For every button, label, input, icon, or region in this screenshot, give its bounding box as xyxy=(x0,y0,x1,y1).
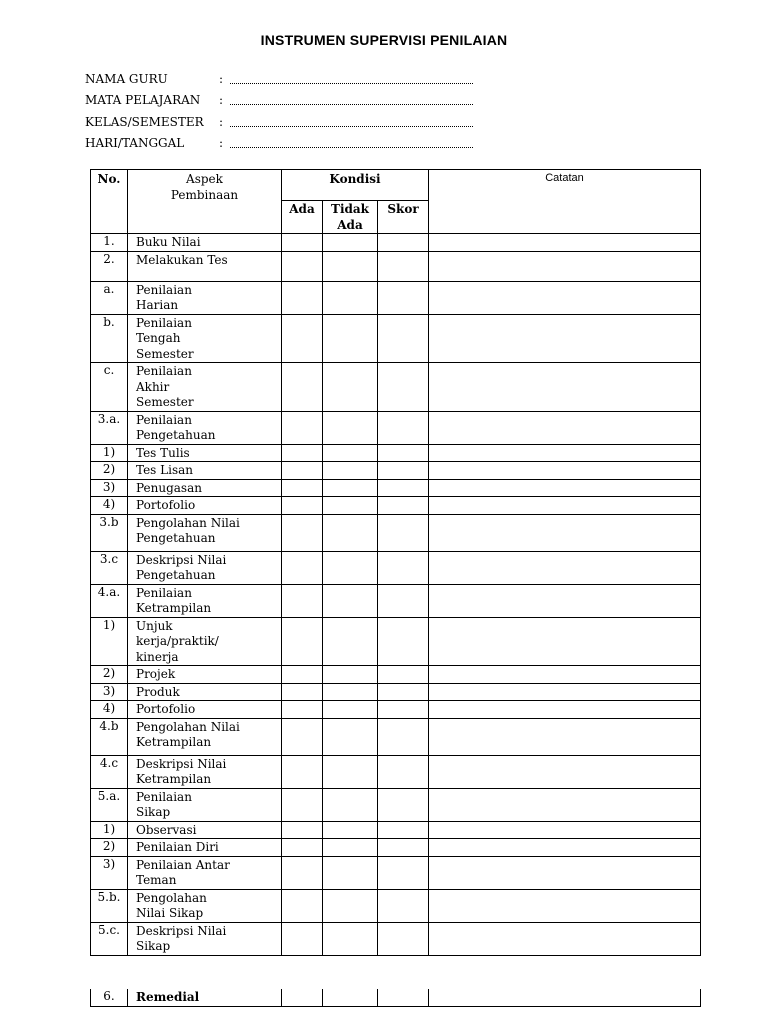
row-number: 3.c xyxy=(91,551,128,584)
cell-ada[interactable] xyxy=(282,497,323,515)
row-aspek: Tes Lisan xyxy=(128,462,282,480)
row-number: 2) xyxy=(91,839,128,857)
cell-skor[interactable] xyxy=(378,584,429,617)
cell-catatan[interactable] xyxy=(429,314,701,363)
table-row xyxy=(91,683,701,701)
cell-ada[interactable] xyxy=(282,989,323,1006)
cell-tidak-ada[interactable] xyxy=(323,444,378,462)
supervision-table-continued xyxy=(90,989,701,1007)
cell-tidak-ada[interactable] xyxy=(323,617,378,666)
table-row xyxy=(91,514,701,551)
cell-catatan[interactable] xyxy=(429,551,701,584)
cell-tidak-ada[interactable] xyxy=(323,701,378,719)
cell-skor[interactable] xyxy=(378,839,429,857)
row-aspek: Pengolahan Nilai Pengetahuan xyxy=(128,514,282,551)
table-row xyxy=(91,363,701,412)
table-row xyxy=(91,314,701,363)
cell-skor[interactable] xyxy=(378,281,429,314)
cell-ada[interactable] xyxy=(282,479,323,497)
row-aspek: Unjuk kerja/praktik/ kinerja xyxy=(128,617,282,666)
row-aspek: Penilaian Pengetahuan xyxy=(128,411,282,444)
cell-catatan[interactable] xyxy=(429,701,701,719)
cell-tidak-ada[interactable] xyxy=(323,666,378,684)
row-number: 3.b xyxy=(91,514,128,551)
cell-skor[interactable] xyxy=(378,514,429,551)
cell-catatan[interactable] xyxy=(429,683,701,701)
cell-catatan[interactable] xyxy=(429,821,701,839)
cell-ada[interactable] xyxy=(282,666,323,684)
row-number: 4) xyxy=(91,497,128,515)
cell-ada[interactable] xyxy=(282,839,323,857)
cell-ada[interactable] xyxy=(282,821,323,839)
cell-ada[interactable] xyxy=(282,856,323,889)
row-aspek: Portofolio xyxy=(128,701,282,719)
cell-catatan[interactable] xyxy=(429,922,701,955)
row-number: 4.c xyxy=(91,755,128,788)
cell-skor[interactable] xyxy=(378,718,429,755)
row-number: c. xyxy=(91,363,128,412)
cell-tidak-ada[interactable] xyxy=(323,479,378,497)
info-label: KELAS/SEMESTER xyxy=(85,114,204,129)
cell-skor[interactable] xyxy=(378,363,429,412)
info-label: NAMA GURU xyxy=(85,72,168,86)
row-aspek: Melakukan Tes xyxy=(128,251,282,281)
row-aspek: Penilaian Harian xyxy=(128,281,282,314)
info-colon: : xyxy=(219,72,224,86)
cell-ada[interactable] xyxy=(282,234,323,252)
table-row xyxy=(91,821,701,839)
cell-ada[interactable] xyxy=(282,788,323,821)
supervision-table xyxy=(90,169,701,956)
row-aspek: Pengolahan Nilai Ketrampilan xyxy=(128,718,282,755)
table-row xyxy=(91,497,701,515)
cell-ada[interactable] xyxy=(282,314,323,363)
row-number: 5.a. xyxy=(91,788,128,821)
cell-catatan[interactable] xyxy=(429,666,701,684)
cell-skor[interactable] xyxy=(378,856,429,889)
cell-skor[interactable] xyxy=(378,234,429,252)
table-row xyxy=(91,666,701,684)
cell-catatan[interactable] xyxy=(429,514,701,551)
cell-catatan[interactable] xyxy=(429,755,701,788)
row-aspek: Penilaian Akhir Semester xyxy=(128,363,282,412)
cell-tidak-ada[interactable] xyxy=(323,683,378,701)
row-number: 1) xyxy=(91,444,128,462)
cell-ada[interactable] xyxy=(282,444,323,462)
row-aspek: Pengolahan Nilai Sikap xyxy=(128,889,282,922)
cell-catatan[interactable] xyxy=(429,788,701,821)
cell-ada[interactable] xyxy=(282,755,323,788)
cell-tidak-ada[interactable] xyxy=(323,889,378,922)
row-aspek: Tes Tulis xyxy=(128,444,282,462)
table-row xyxy=(91,617,701,666)
cell-tidak-ada[interactable] xyxy=(323,821,378,839)
cell-skor[interactable] xyxy=(378,497,429,515)
cell-tidak-ada[interactable] xyxy=(323,514,378,551)
cell-tidak-ada[interactable] xyxy=(323,551,378,584)
header-row xyxy=(91,170,701,201)
info-label: MATA PELAJARAN xyxy=(85,93,201,108)
cell-skor[interactable] xyxy=(378,701,429,719)
cell-ada[interactable] xyxy=(282,889,323,922)
row-aspek: Produk xyxy=(128,683,282,701)
header-tidak-ada: Tidak Ada xyxy=(323,201,378,234)
table-row xyxy=(91,989,701,1006)
cell-tidak-ada[interactable] xyxy=(323,718,378,755)
cell-tidak-ada[interactable] xyxy=(323,281,378,314)
cell-tidak-ada[interactable] xyxy=(323,839,378,857)
row-aspek: Deskripsi Nilai Pengetahuan xyxy=(128,551,282,584)
row-aspek: Remedial xyxy=(128,989,282,1006)
row-number: 3) xyxy=(91,479,128,497)
cell-catatan[interactable] xyxy=(429,889,701,922)
table-row xyxy=(91,839,701,857)
table-row xyxy=(91,856,701,889)
table-row xyxy=(91,718,701,755)
row-number: 5.c. xyxy=(91,922,128,955)
table-row xyxy=(91,701,701,719)
table-row xyxy=(91,234,701,252)
row-number: a. xyxy=(91,281,128,314)
fill-in-dotted-line xyxy=(230,83,473,84)
cell-tidak-ada[interactable] xyxy=(323,462,378,480)
row-number: 2) xyxy=(91,462,128,480)
row-aspek: Projek xyxy=(128,666,282,684)
table-row xyxy=(91,411,701,444)
row-aspek: Penilaian Diri xyxy=(128,839,282,857)
table-row xyxy=(91,551,701,584)
cell-ada[interactable] xyxy=(282,281,323,314)
cell-ada[interactable] xyxy=(282,617,323,666)
cell-tidak-ada[interactable] xyxy=(323,314,378,363)
cell-tidak-ada[interactable] xyxy=(323,584,378,617)
row-number: 5.b. xyxy=(91,889,128,922)
row-number: 1. xyxy=(91,234,128,252)
cell-catatan[interactable] xyxy=(429,718,701,755)
header-no: No. xyxy=(91,170,128,234)
cell-catatan[interactable] xyxy=(429,281,701,314)
header-ada: Ada xyxy=(282,201,323,234)
row-aspek: Buku Nilai xyxy=(128,234,282,252)
cell-ada[interactable] xyxy=(282,922,323,955)
cell-tidak-ada[interactable] xyxy=(323,251,378,281)
cell-catatan[interactable] xyxy=(429,617,701,666)
row-aspek: Deskripsi Nilai Ketrampilan xyxy=(128,755,282,788)
header-aspek-pembinaan: Aspek Pembinaan xyxy=(128,170,282,234)
cell-skor[interactable] xyxy=(378,251,429,281)
cell-skor[interactable] xyxy=(378,617,429,666)
cell-skor[interactable] xyxy=(378,666,429,684)
cell-tidak-ada[interactable] xyxy=(323,922,378,955)
cell-skor[interactable] xyxy=(378,922,429,955)
cell-tidak-ada[interactable] xyxy=(323,411,378,444)
info-colon: : xyxy=(219,93,224,108)
cell-skor[interactable] xyxy=(378,411,429,444)
table-row xyxy=(91,251,701,281)
cell-tidak-ada[interactable] xyxy=(323,989,378,1006)
cell-skor[interactable] xyxy=(378,755,429,788)
info-colon: : xyxy=(219,135,224,150)
row-number: 3) xyxy=(91,683,128,701)
table-row xyxy=(91,755,701,788)
cell-ada[interactable] xyxy=(282,363,323,412)
cell-catatan[interactable] xyxy=(429,497,701,515)
cell-catatan[interactable] xyxy=(429,856,701,889)
row-number: 6. xyxy=(91,989,128,1006)
cell-ada[interactable] xyxy=(282,411,323,444)
row-aspek: Penilaian Sikap xyxy=(128,788,282,821)
cell-catatan[interactable] xyxy=(429,363,701,412)
header-catatan: Catatan xyxy=(429,170,701,234)
fill-in-dotted-line xyxy=(230,104,473,105)
row-number: 4.a. xyxy=(91,584,128,617)
cell-tidak-ada[interactable] xyxy=(323,363,378,412)
row-number: 1) xyxy=(91,821,128,839)
row-number: 1) xyxy=(91,617,128,666)
cell-ada[interactable] xyxy=(282,683,323,701)
fill-in-dotted-line xyxy=(230,126,473,127)
cell-ada[interactable] xyxy=(282,551,323,584)
info-colon: : xyxy=(219,114,224,129)
header-kondisi: Kondisi xyxy=(282,170,429,201)
table-row xyxy=(91,479,701,497)
cell-catatan[interactable] xyxy=(429,479,701,497)
row-number: 2. xyxy=(91,251,128,281)
row-number: 4.b xyxy=(91,718,128,755)
table-row xyxy=(91,462,701,480)
cell-catatan[interactable] xyxy=(429,444,701,462)
cell-skor[interactable] xyxy=(378,788,429,821)
cell-ada[interactable] xyxy=(282,514,323,551)
cell-catatan[interactable] xyxy=(429,989,701,1006)
document-title: INSTRUMEN SUPERVISI PENILAIAN xyxy=(260,32,508,48)
cell-tidak-ada[interactable] xyxy=(323,755,378,788)
cell-ada[interactable] xyxy=(282,701,323,719)
table-row xyxy=(91,788,701,821)
cell-catatan[interactable] xyxy=(429,411,701,444)
cell-tidak-ada[interactable] xyxy=(323,234,378,252)
cell-skor[interactable] xyxy=(378,551,429,584)
cell-tidak-ada[interactable] xyxy=(323,788,378,821)
cell-tidak-ada[interactable] xyxy=(323,497,378,515)
cell-catatan[interactable] xyxy=(429,584,701,617)
cell-skor[interactable] xyxy=(378,444,429,462)
cell-tidak-ada[interactable] xyxy=(323,856,378,889)
row-aspek: Penilaian Antar Teman xyxy=(128,856,282,889)
cell-ada[interactable] xyxy=(282,251,323,281)
table-row xyxy=(91,889,701,922)
row-aspek: Deskripsi Nilai Sikap xyxy=(128,922,282,955)
cell-ada[interactable] xyxy=(282,718,323,755)
row-number: 3) xyxy=(91,856,128,889)
row-aspek: Penugasan xyxy=(128,479,282,497)
row-aspek: Portofolio xyxy=(128,497,282,515)
row-number: 3.a. xyxy=(91,411,128,444)
fill-in-dotted-line xyxy=(230,147,473,148)
row-aspek: Penilaian Tengah Semester xyxy=(128,314,282,363)
table-row xyxy=(91,922,701,955)
row-aspek: Observasi xyxy=(128,821,282,839)
table-row xyxy=(91,584,701,617)
info-label: HARI/TANGGAL xyxy=(85,135,185,150)
cell-catatan[interactable] xyxy=(429,251,701,281)
cell-ada[interactable] xyxy=(282,584,323,617)
cell-skor[interactable] xyxy=(378,462,429,480)
cell-skor[interactable] xyxy=(378,989,429,1006)
cell-catatan[interactable] xyxy=(429,839,701,857)
cell-skor[interactable] xyxy=(378,889,429,922)
cell-skor[interactable] xyxy=(378,821,429,839)
table-row xyxy=(91,444,701,462)
row-number: 2) xyxy=(91,666,128,684)
cell-skor[interactable] xyxy=(378,683,429,701)
cell-ada[interactable] xyxy=(282,462,323,480)
cell-skor[interactable] xyxy=(378,314,429,363)
row-number: 4) xyxy=(91,701,128,719)
header-skor: Skor xyxy=(378,201,429,234)
row-aspek: Penilaian Ketrampilan xyxy=(128,584,282,617)
row-number: b. xyxy=(91,314,128,363)
cell-catatan[interactable] xyxy=(429,234,701,252)
cell-catatan[interactable] xyxy=(429,462,701,480)
cell-skor[interactable] xyxy=(378,479,429,497)
table-row xyxy=(91,281,701,314)
